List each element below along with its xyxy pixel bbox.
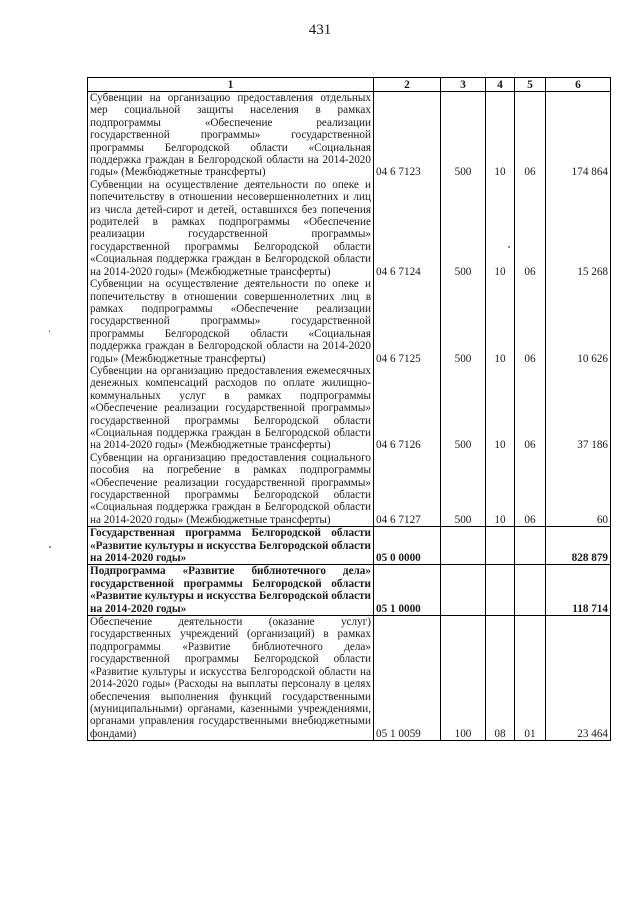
row-name: Субвенции на организацию предоставления отдельных мер социальной защиты населения в рамках подпрограммы «Обеспечение реализации государственной программы» государственной программы Белгородской области «Социальная поддержка граждан в Белгородской области на 2014-2020 годы» (Межбюджетные трансферты) [88,92,374,179]
row-amount: 174 864 [546,92,611,179]
page-number: 431 [308,22,332,38]
column-header: 4 [486,78,515,92]
row-col4 [486,527,515,565]
row-col5: 06 [515,278,546,365]
row-name: Субвенции на осуществление деятельности по опеке и попечительству в отношении совершеннолетних лиц в рамках подпрограммы «Обеспечение реализации государственной программы» государственной программы Белгородской области «Социальная поддержка граждан в Белгородской области на 2014-2020 годы» (Межбюджетные трансферты) [88,278,374,365]
row-col3: 500 [441,278,486,365]
row-col4: 10 [486,278,515,365]
row-code: 04 6 7124 [374,179,441,278]
row-name: Субвенции на организацию предоставления социального пособия на погребение в рамках подпрограммы «Обеспечение реализации государственной программы» государственной программы Белгородской области «Социальная поддержка граждан в Белгородской области на 2014-2020 годы» (Межбюджетные трансферты) [88,452,374,527]
row-col5: 06 [515,92,546,179]
row-col4: 10 [486,452,515,527]
row-amount: 15 268 [546,179,611,278]
row-code: 04 6 7127 [374,452,441,527]
row-amount: 37 186 [546,365,611,452]
row-col4: 10 [486,92,515,179]
row-col3: 100 [441,616,486,741]
table-header-row [88,78,611,92]
row-amount: 10 626 [546,278,611,365]
row-name: Обеспечение деятельности (оказание услуг) государственных учреждений (организаций) в рамках подпрограммы «Развитие библиотечного дела» государственной программы Белгородской области «Развитие культуры и искусства Белгородской области на 2014-2020 годы» (Расходы на выплаты персоналу в целях обеспечения выполнения функций государственными (муниципальными) органами, казенными учреждениями, органами управления государственными внебюджетными фондами) [88,616,374,741]
row-name: Субвенции на организацию предоставления ежемесячных денежных компенсаций расходов по оплате жилищно-коммунальных услуг в рамках подпрограммы «Обеспечение реализации государственной программы» государственной программы Белгородской области «Социальная поддержка граждан в Белгородской области на 2014-2020 годы» (Межбюджетные трансферты) [88,365,374,452]
row-col4: 10 [486,365,515,452]
row-name: Подпрограмма «Развитие библиотечного дела» государственной программы Белгородской области «Развитие культуры и искусства Белгородской области на 2014-2020 годы» [88,565,374,616]
row-col3: 500 [441,179,486,278]
column-header: 2 [374,78,441,92]
row-col3: 500 [441,92,486,179]
row-code: 04 6 7125 [374,278,441,365]
row-amount: 118 714 [546,565,611,616]
table-row [88,92,611,179]
row-col5: 01 [515,616,546,741]
row-col5 [515,565,546,616]
row-col4: 08 [486,616,515,741]
row-name: Государственная программа Белгородской области «Развитие культуры и искусства Белгородской области на 2014-2020 годы» [88,527,374,565]
row-code: 05 0 0000 [374,527,441,565]
row-amount: 23 464 [546,616,611,741]
row-name: Субвенции на осуществление деятельности по опеке и попечительству в отношении несовершеннолетних и лиц из числа детей-сирот и детей, оставшихся без попечения родителей в рамках подпрограммы «Обеспечение реализации государственной программы» государственной программы Белгородской области «Социальная поддержка граждан в Белгородской области на 2014-2020 годы» (Межбюджетные трансферты) [88,179,374,278]
row-col5: 06 [515,452,546,527]
table-row [88,616,611,741]
row-col4: 10 [486,179,515,278]
table-row [88,179,611,278]
table-row-subprogram [88,565,611,616]
scan-mark [49,330,50,332]
column-header: 6 [546,78,611,92]
row-code: 04 6 7126 [374,365,441,452]
row-col5 [515,527,546,565]
row-code: 05 1 0000 [374,565,441,616]
row-col3 [441,527,486,565]
table-row [88,365,611,452]
table-row [88,278,611,365]
table-row-program [88,527,611,565]
row-col3: 500 [441,365,486,452]
column-header: 3 [441,78,486,92]
row-col5: 06 [515,365,546,452]
row-amount: 60 [546,452,611,527]
table-row [88,452,611,527]
row-col5: 06 [515,179,546,278]
row-col3 [441,565,486,616]
row-col4 [486,565,515,616]
column-header: 5 [515,78,546,92]
column-header: 1 [88,78,374,92]
row-code: 04 6 7123 [374,92,441,179]
row-amount: 828 879 [546,527,611,565]
row-col3: 500 [441,452,486,527]
row-code: 05 1 0059 [374,616,441,741]
scan-mark [49,546,51,548]
budget-table [87,77,611,741]
